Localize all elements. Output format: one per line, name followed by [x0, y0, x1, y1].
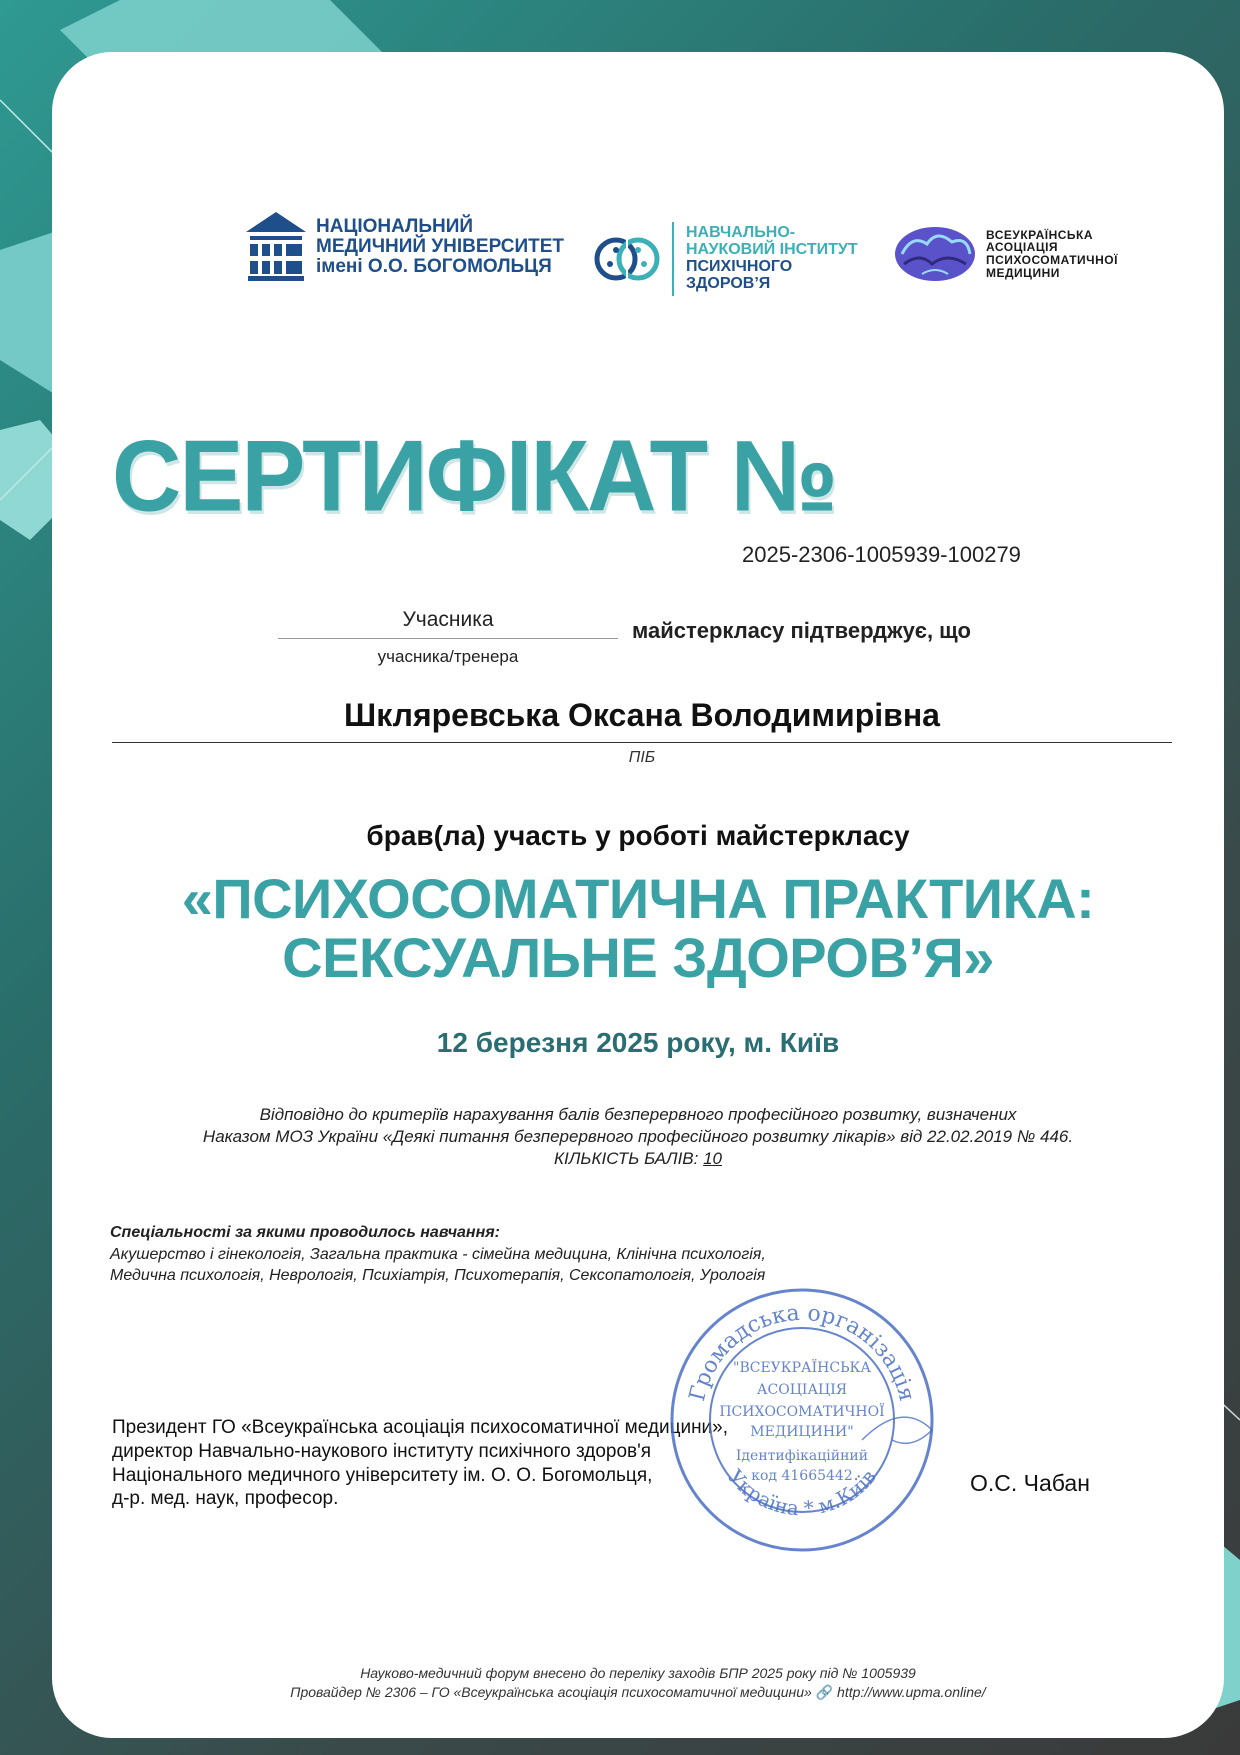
person-block: [112, 697, 1172, 767]
stamp-line2: АСОЦІАЦІЯ: [756, 1382, 848, 1398]
official-stamp: [662, 1280, 942, 1560]
certificate-card: [52, 52, 1224, 1738]
nmu-line2: МЕДИЧНИЙ УНІВЕРСИТЕТ: [316, 236, 565, 258]
specialties-line2: Медична психологія, Неврологія, Психіатрія, Психотерапія, Сексопатологія, Урологія: [110, 1267, 766, 1285]
association-line4: МЕДИЦИНИ: [986, 265, 1060, 280]
role-block: [278, 608, 618, 667]
nmu-line1: НАЦІОНАЛЬНИЙ: [316, 216, 474, 238]
signer-block: [112, 1416, 728, 1511]
certificate-title: СЕРТИФІКАТ №: [112, 420, 836, 533]
association-line3: ПСИХОСОМАТИЧНОЇ: [986, 253, 1118, 267]
criteria-line2: Наказом МОЗ України «Деякі питання безперервного професійного розвитку лікарів» від 22.02.2019 № 446.: [202, 1127, 1074, 1147]
association-line1: ВСЕУКРАЇНСЬКА: [986, 227, 1094, 242]
specialties-line1: Акушерство і гінекологія, Загальна практика - сімейна медицина, Клінічна психологія,: [110, 1245, 766, 1263]
points-value: 10: [703, 1149, 723, 1169]
signer-name: О.С. Чабан: [970, 1470, 1090, 1496]
course-title: [52, 867, 1224, 989]
person-name: Шклярeвська Оксана Володимирівна: [112, 697, 1172, 743]
signer-line3: Національного медичного університету ім. О. О. Богомольця,: [112, 1464, 653, 1486]
link-icon: 🔗: [815, 1683, 834, 1700]
institute-line1: НАВЧАЛЬНО-: [686, 224, 796, 242]
footer: [52, 1664, 1224, 1702]
signer-line1: Президент ГО «Всеукраїнська асоціація психосоматичної медицини»,: [112, 1417, 729, 1438]
stamp-bottom-text: Україна * м.Київ: [723, 1464, 881, 1521]
institute-line3: ПСИХІЧНОГО: [686, 258, 793, 275]
points-label: КІЛЬКІСТЬ БАЛІВ:: [553, 1149, 699, 1169]
course-title-line1: «ПСИХОСОМАТИЧНА ПРАКТИКА:: [181, 867, 1095, 930]
brain-circuit-icon: [594, 226, 660, 292]
institute-logo: [594, 222, 858, 296]
stamp-line5: Ідентифікаційний: [735, 1448, 869, 1464]
stamp-outer-text: Громадська організація: [684, 1300, 920, 1404]
role-value: Учасника: [278, 608, 618, 639]
institute-line2: НАУКОВИЙ ІНСТИТУТ: [686, 241, 858, 259]
signer-line2: директор Навчально-наукового інституту психічного здоров'я: [112, 1440, 652, 1462]
stamp-line1: "ВСЕУКРАЇНСЬКА: [733, 1360, 871, 1376]
date-place: 12 березня 2025 року, м. Київ: [436, 1027, 840, 1058]
confirm-text: майстеркласу підтверджує, що: [632, 618, 971, 643]
criteria-block: [52, 1104, 1224, 1170]
footer-line1: Науково-медичний форум внесено до переліку заходів БПР 2025 року під № 1005939: [360, 1665, 916, 1681]
institute-line4: ЗДОРОВ’Я: [686, 274, 771, 292]
institute-divider: [672, 222, 674, 296]
criteria-line1: Відповідно до критеріїв нарахування балів безперервного професійного розвитку, визначених: [259, 1105, 1017, 1124]
stamp-line4: МЕДИЦИНИ": [750, 1424, 854, 1440]
participated-text: брав(ла) участь у роботі майстеркласу: [366, 820, 910, 851]
course-title-line2: СЕКСУАЛЬНЕ ЗДОРОВ’Я»: [282, 925, 994, 989]
points-line: [52, 1148, 1224, 1170]
nmu-logo: [244, 210, 564, 284]
association-line2: АСОЦІАЦІЯ: [986, 240, 1059, 255]
nmu-line3: імені О.О. БОГОМОЛЬЦЯ: [316, 255, 552, 277]
logos-row: [192, 210, 1152, 320]
signature-scribble: [862, 1417, 932, 1443]
specialties-heading: Спеціальності за якими проводилось навчання:: [110, 1224, 500, 1241]
person-caption: ПІБ: [628, 749, 656, 766]
stamp-line6: код 41665442: [751, 1468, 853, 1484]
footer-line2: [52, 1683, 1224, 1702]
brain-icon: [892, 224, 978, 284]
association-logo: [892, 224, 1118, 284]
footer-provider: Провайдер № 2306 – ГО «Всеукраїнська асоціація психосоматичної медицини»: [290, 1683, 812, 1700]
signer-line4: д-р. мед. наук, професор.: [112, 1488, 339, 1510]
stamp-line3: ПСИХОСОМАТИЧНОЇ: [719, 1404, 885, 1420]
nmu-emblem-icon: [244, 210, 308, 284]
certificate-number: 2025-2306-1005939-100279: [742, 542, 1021, 567]
specialties-block: [110, 1222, 766, 1287]
footer-url[interactable]: http://www.upma.online/: [837, 1683, 986, 1700]
role-caption: учасника/тренера: [377, 647, 519, 666]
